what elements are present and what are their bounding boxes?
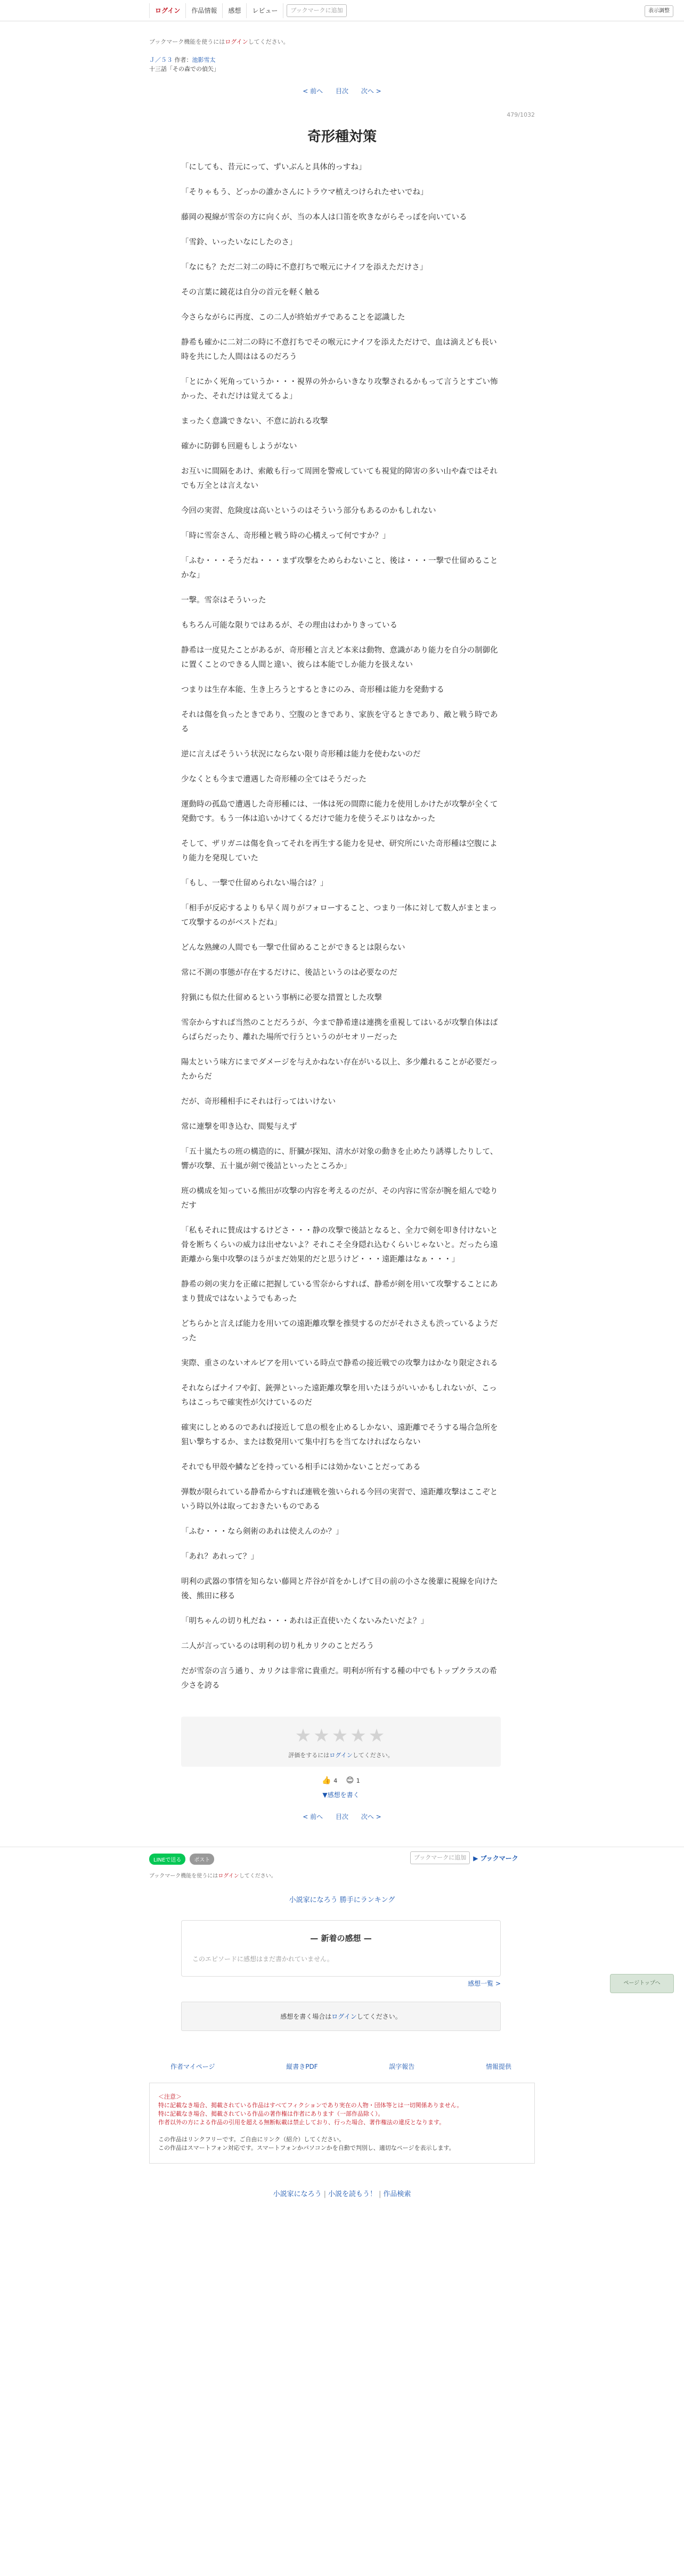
- page-top-button[interactable]: ページトップへ: [610, 1974, 674, 1993]
- novel-paragraph: つまりは生存本能、生き上ろうとするときにのみ、奇形種は能力を発動する: [181, 686, 444, 694]
- novel-paragraph: まったく意識できない、不意に訪れる攻撃: [181, 417, 328, 426]
- novel-paragraph: 運動時の孤島で遭遇した奇形種には、一体は死の間際に能力を使用しかけたが攻撃が全くて発動です。もう一体は追いかけてくるだけで能力を使うそぶりはなかった: [181, 800, 498, 823]
- bookmark-add-button[interactable]: ブックマークに追加: [287, 4, 346, 17]
- series-title-line: [149, 55, 535, 64]
- episode-title: 奇形種対策: [307, 129, 377, 145]
- rating-note-text: 評価をするには: [288, 1752, 330, 1759]
- novel-paragraph: だが雪奈の言う通り、カリクは非常に貴重だ。明利が所有する種の中でもトップクラスの希少さを誇る: [181, 1667, 497, 1690]
- nav-review-link[interactable]: レビュー: [247, 3, 283, 18]
- novel-paragraph: 「私もそれに賛成はするけどさ・・・静の攻撃で後詰となると、全力で剣を叩き付けないと骨を断ちくらいの威力は出せないよ？それこそ全身隠れ込むくらいじゃないと。だったら遠距離から集中攻撃のほうがまだ効果的だと思うけど・・・遠距離はなぁ・・・」: [181, 1226, 498, 1264]
- novel-paragraph: 藤岡の視線が雪奈の方に向くが、当の本人は口笛を吹きながらそっぽを向いている: [181, 213, 467, 222]
- novel-paragraph: 実際、重さのないオルビアを用いている時点で静希の接近戦での攻撃力はかなり限定される: [181, 1359, 498, 1368]
- reaction-thumbs-up[interactable]: [322, 1776, 337, 1785]
- novel-paragraph: 弾数が限られている静希からすれば連戦を強いられる今回の実習で、遠距離攻撃はここぞという時以外は取っておきたいものである: [181, 1488, 498, 1511]
- novel-paragraph: 静希は一度見たことがあるが、奇形種と言えど本来は動物、意識があり能力を自分の制御化に置くことのできる人間と違い、彼らは本能でしか能力を扱えない: [181, 646, 498, 669]
- novel-paragraph: 陽太という味方にまでダメージを与えかねない存在がいる以上、多少離れることが必要だったからだ: [181, 1058, 498, 1081]
- next-link[interactable]: 次へ >: [361, 1813, 381, 1821]
- search-link[interactable]: 作品検索: [383, 2190, 411, 2198]
- novel-paragraph: 常に連撃を叩き込む、間髪与えず: [181, 1123, 297, 1131]
- novel-paragraph: お互いに間隔をあけ、索敵も行って周囲を警戒していても視覚的障害の多い山や森ではそれでも万全とは言えない: [181, 467, 498, 490]
- reaction-count: 4: [333, 1777, 338, 1784]
- impression-login-link[interactable]: ログイン: [331, 2013, 357, 2020]
- separator: |: [323, 2190, 326, 2198]
- share-bar: [0, 1847, 684, 1866]
- novel-paragraph: 静希も確かに二対二の時に不意打ちでその喉元にナイフを添えただけで、血は滴えども長い時を共にした人間ははるのだろう: [181, 338, 497, 361]
- bookmark-notice: [149, 37, 535, 46]
- chapter-title: 十三話「その森での偵矢」: [149, 66, 219, 72]
- reaction-count: 1: [356, 1777, 360, 1784]
- author-link[interactable]: 池影雪太: [192, 56, 216, 63]
- novel-paragraph: どちらかと言えば能力を用いての遠距離攻撃を推奨するのだがそれさえも渋っているようだった: [181, 1320, 498, 1343]
- novel-paragraph: 班の構成を知っている熊田が攻撃の内容を考えるのだが、その内容に雪奈が腕を組んで唸りだす: [181, 1187, 498, 1210]
- recent-impressions: [181, 1920, 501, 1977]
- nav-login-link[interactable]: ログイン: [149, 3, 186, 18]
- disclaimer: [149, 2083, 535, 2164]
- novel-paragraph: そして、ザリガニは傷を負ってそれを再生する能力を見せ、研究所にいた奇形種は空腹により能力を発現していた: [181, 840, 498, 863]
- impression-login-notice: [181, 2002, 501, 2031]
- disclaimer-line: 作者以外の方による作品の引用を超える無断転載は禁止しており、行った場合、著作権法の違反となります。: [158, 2119, 445, 2126]
- novel-paragraph: それは傷を負ったときであり、空腹のときであり、家族を守るときであり、敵と戦う時である: [181, 711, 498, 734]
- disclaimer-copy-line: この作品はスマートフォン対応です。スマートフォンかパソコンかを自動で判別し、適切なページを表示します。: [158, 2144, 455, 2151]
- footer-links: [170, 2062, 511, 2071]
- novel-paragraph: 一撃。雪奈はそういった: [181, 596, 266, 605]
- toc-link[interactable]: 目次: [335, 87, 348, 95]
- novel-paragraph: 「明ちゃんの切り札だね・・・あれは正直使いたくないみたいだよ？」: [181, 1617, 428, 1626]
- bookmark-notice-suffix: してください。: [239, 1873, 276, 1879]
- novel-paragraph: 逆に言えばそういう状況にならない限り奇形種は能力を使わないのだ: [181, 750, 421, 759]
- bottom-links: [149, 2188, 535, 2198]
- prev-link[interactable]: < 前へ: [303, 87, 323, 95]
- x-post-button[interactable]: ポスト: [190, 1854, 214, 1865]
- novel-paragraph: 狩猟にも似た仕留めるという事柄に必要な措置とした攻撃: [181, 994, 382, 1002]
- novel-paragraph: 「なにも？ただ二対二の時に不意打ちで喉元にナイフを添えただけさ」: [181, 263, 428, 272]
- novel-paragraph: それでも甲殻や鱗などを持っている相手には効かないことだってある: [181, 1463, 421, 1472]
- typo-report-link[interactable]: 誤字報告: [389, 2063, 415, 2070]
- impressions-empty: このエピソードに感想はまだ書かれていません。: [192, 1955, 333, 1963]
- vertical-pdf-link[interactable]: 縦書きPDF: [286, 2063, 318, 2070]
- novel-paragraph: どんな熟練の人間でも一撃で仕留めることができるとは限らない: [181, 944, 405, 952]
- top-nav: [149, 3, 347, 18]
- separator: |: [379, 2190, 381, 2198]
- next-link[interactable]: 次へ >: [361, 87, 381, 95]
- disclaimer-line: 特に記載なき場合、掲載されている作品はすべてフィクションであり実在の人物・団体等とは一切関係ありません。: [158, 2102, 463, 2109]
- novel-paragraph: 「ふむ・・・なら剣術のあれは使えんのか？」: [181, 1527, 344, 1536]
- bottom-pager: [149, 1812, 535, 1821]
- bookmark-link[interactable]: ▶ ブックマーク: [473, 1854, 518, 1862]
- footer-content: [149, 1871, 535, 2198]
- bookmark-notice-bottom: [149, 1871, 535, 1879]
- novel-paragraph: 「とにかく死角っていうか・・・視界の外からいきなり攻撃されるかもって言うとすごい怖かった、それだけは覚えてるよ」: [181, 378, 498, 401]
- novel-paragraph: 明利の武器の事情を知らない藤岡と芹谷が首をかしげて目の前の小さな後輩に視線を向けた後、熊田に移る: [181, 1578, 498, 1600]
- novel-paragraph: もちろん可能な限りではあるが、その理由はわかりきっている: [181, 621, 397, 630]
- series-title-link[interactable]: Ｊ／５３: [149, 56, 173, 63]
- novel-paragraph: 「雪鈴、いったいなにしたのさ」: [181, 238, 297, 247]
- novel-paragraph: 少なくとも今まで遭遇した奇形種の全てはそうだった: [181, 775, 367, 784]
- impressions-title: — 新着の感想 —: [310, 1933, 372, 1943]
- novel-paragraph: 「ふむ・・・そうだね・・・まず攻撃をためらわないこと、後は・・・一撃で仕留めることかな」: [181, 557, 498, 580]
- bookmark-notice-suffix: してください。: [248, 38, 289, 45]
- novel-paragraph: 確かに防御も回避もしようがない: [181, 442, 297, 451]
- ranking-link[interactable]: 小説家になろう 勝手にランキング: [289, 1896, 395, 1904]
- thumbs-up-icon: 👍: [322, 1776, 331, 1785]
- yomou-link[interactable]: 小説を読もう！: [328, 2190, 377, 2198]
- rating-box: [181, 1717, 501, 1767]
- disclaimer-line: 特に記載なき場合、掲載されている作品の著作権は作者にあります（一部作品除く）。: [158, 2110, 384, 2117]
- bookmark-notice-login-link[interactable]: ログイン: [218, 1873, 239, 1879]
- novel-paragraph: 「五十嵐たちの班の構造的に、肝臓が探知、清水が対象の動きを止めたり誘導したりして、響が攻撃、五十嵐が剣で後詰といったところか」: [181, 1148, 498, 1171]
- ranking-banner: [149, 1894, 535, 1904]
- disclaimer-notes: [158, 2093, 526, 2127]
- novel-paragraph: 「そりゃもう、どっかの誰かさんにトラウマ植えつけられたせいでね」: [181, 188, 428, 197]
- novel-paragraph: 雪奈からすれば当然のことだろうが、今まで静希達は連携を重視してはいるが攻撃自体はばらばらだったり、離れた場所で行うというのがセオリーだった: [181, 1019, 498, 1042]
- novel-paragraph: 常に不測の事態が存在するだけに、後詰というのは必要なのだ: [181, 969, 397, 977]
- novel-paragraph: 二人が言っているのは明利の切り札カリクのことだろう: [181, 1642, 374, 1651]
- episode-counter: 479/1032: [507, 111, 535, 118]
- reaction-smile[interactable]: [346, 1776, 360, 1785]
- rating-note: [181, 1751, 501, 1759]
- info-provide-link[interactable]: 情報提供: [485, 2063, 511, 2070]
- novel-paragraph: 今さらながらに再度、この二人が終始ガチであることを認識した: [181, 313, 405, 322]
- login-notice-text: 感想を書く場合は: [280, 2013, 332, 2020]
- reactions: [181, 1776, 501, 1799]
- novel-paragraph: 「もし、一撃で仕留められない場合は？」: [181, 879, 328, 888]
- share-buttons: [149, 1854, 214, 1865]
- novel-paragraph: だが、奇形種相手にそれは行ってはいけない: [181, 1098, 336, 1106]
- disclaimer-copy-line: この作品はリンクフリーです。ご自由にリンク（紹介）してください。: [158, 2136, 345, 2143]
- novel-text: [181, 160, 501, 1693]
- impressions-all-link[interactable]: 感想一覧 >: [468, 1980, 501, 1987]
- disclaimer-copy: [158, 2135, 526, 2152]
- novel-paragraph: 静希の剣の実力を正確に把握している雪奈からすれば、静希が剣を用いて攻撃することにあまり賛成ではないようでもあった: [181, 1280, 498, 1303]
- rating-login-link[interactable]: ログイン: [329, 1752, 353, 1759]
- novel-paragraph: 「にしても、昔元にって、ずいぶんと具体的っすね」: [181, 163, 367, 172]
- top-navigation-bar: [0, 0, 684, 21]
- novel-paragraph: それならばナイフや釘、銃弾といった遠距離攻撃を用いたほうがいいかもしれないが、こっちはこっちで確実性が欠けているのだ: [181, 1384, 497, 1407]
- author-label: 作者：: [174, 56, 192, 63]
- rating-note-suffix: してください。: [352, 1752, 394, 1759]
- novel-paragraph: 確実にしとめるのであれば接近して息の根を止めるしかない、遠距離でそうする場合急所を狙い撃ちするか、または数発用いて集中打ちを当てなければならない: [181, 1424, 498, 1447]
- novel-paragraph: 「時に雪奈さん、奇形種と戦う時の心構えって何ですか？」: [181, 532, 390, 540]
- nav-impressions-link[interactable]: 感想: [223, 3, 247, 18]
- novel-paragraph: 「あれ？あれって？」: [181, 1553, 258, 1561]
- author-mypage-link[interactable]: 作者マイページ: [170, 2063, 215, 2070]
- login-notice-suffix: してください。: [356, 2013, 402, 2020]
- main-content: [149, 37, 535, 1821]
- display-settings-button[interactable]: 表示調整: [645, 5, 673, 17]
- bookmark-notice-text: ブックマーク機能を使うには: [149, 1873, 218, 1879]
- rating-stars[interactable]: ★★★★★: [295, 1725, 387, 1746]
- disclaimer-heading: ＜注意＞: [158, 2093, 182, 2100]
- write-impression-link[interactable]: ▼感想を書く: [322, 1791, 360, 1799]
- share-bookmark: [410, 1851, 518, 1864]
- top-pager: [149, 86, 535, 95]
- bookmark-notice-login-link[interactable]: ログイン: [225, 38, 248, 45]
- bookmark-add-button[interactable]: ブックマークに追加: [410, 1851, 470, 1864]
- novel-paragraph: その言葉に鏡花は自分の首元を軽く触る: [181, 288, 320, 297]
- series-info: [149, 55, 535, 74]
- bookmark-notice-text: ブックマーク機能を使うには: [149, 38, 225, 45]
- novel-paragraph: 「相手が反応するよりも早く周りがフォローすること、つまり一体に対して数人がまとまって攻撃するのがベストだね」: [181, 904, 498, 927]
- line-share-button[interactable]: LINEで送る: [149, 1854, 185, 1865]
- toc-link[interactable]: 目次: [335, 1813, 348, 1821]
- narou-link[interactable]: 小説家になろう: [273, 2190, 322, 2198]
- novel-paragraph: 今回の実習、危険度は高いというのはそういう部分もあるのかもしれない: [181, 507, 436, 515]
- nav-work-info-link[interactable]: 作品情報: [186, 3, 223, 18]
- impressions-all: [181, 1979, 501, 1988]
- prev-link[interactable]: < 前へ: [303, 1813, 323, 1821]
- smile-icon: 😊: [346, 1776, 354, 1785]
